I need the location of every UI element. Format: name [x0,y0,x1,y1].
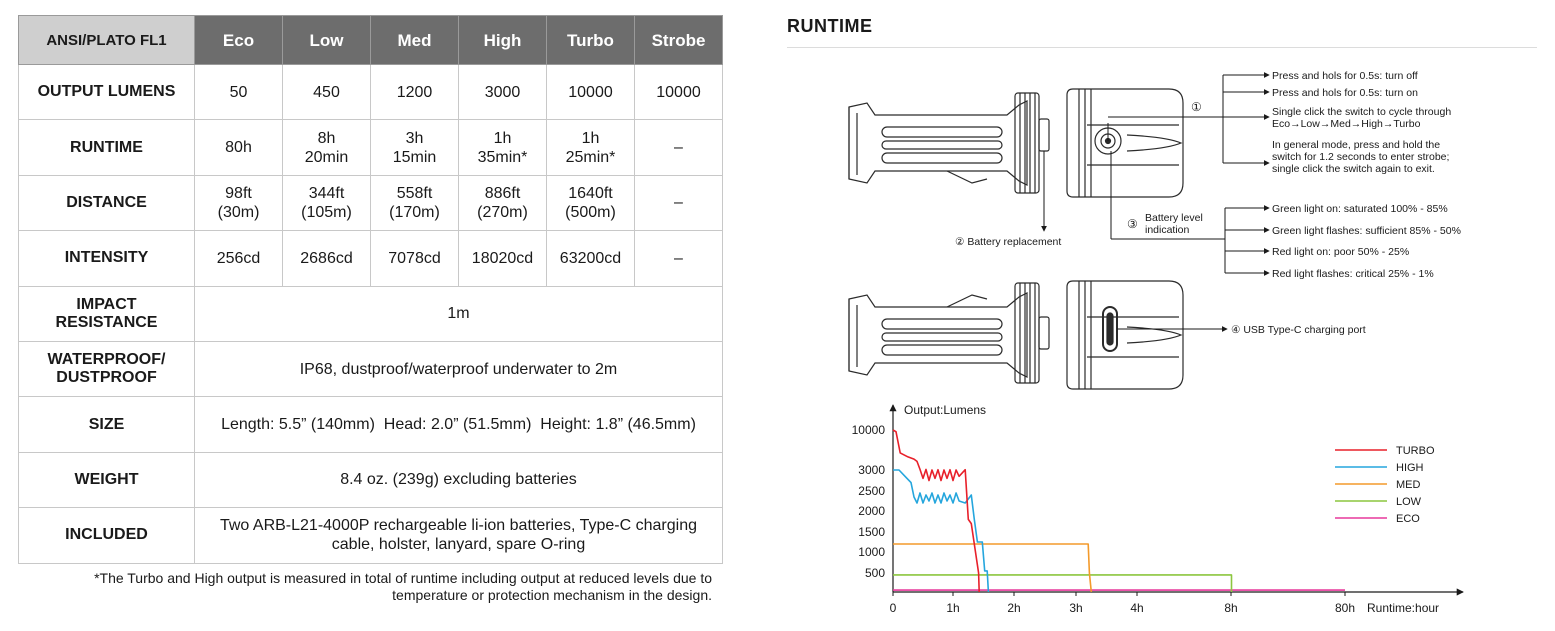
y-tick-label: 1000 [858,545,885,559]
x-tick-label: 3h [1069,601,1083,615]
x-tick-label: 80h [1334,601,1356,615]
output-lumens-low: 450 [283,65,371,120]
mode-header-med: Med [371,16,459,65]
table-row-distance [19,175,723,230]
chart-y-label: Output:Lumens [904,403,987,417]
output-lumens-turbo: 10000 [547,65,635,120]
y-tick-label: 1500 [858,525,885,539]
battery-replacement-callout [955,151,1061,248]
y-tick-label: 500 [864,566,885,580]
output-lumens-strobe: 10000 [635,65,723,120]
y-tick-label: 3000 [858,463,885,477]
switch-line-strobe-2: switch for 1.2 seconds to enter strobe; [1272,151,1450,163]
series-line-high [893,470,988,592]
table-row-size [19,397,723,452]
legend-label-eco: ECO [1396,513,1420,525]
y-tick-label: 2500 [858,484,885,498]
battery-level-green-flash: Green light flashes: sufficient 85% - 50% [1272,225,1461,237]
x-tick-label: 1h [946,601,960,615]
runtime-chart [852,403,1463,615]
waterproof-value: IP68, dustproof/waterproof underwater to 2m [195,341,723,396]
table-row-waterproof [19,341,723,396]
row-label-included: INCLUDED [19,508,195,563]
x-tick-label: 2h [1007,601,1021,615]
chart-series [893,430,1345,592]
x-tick-label: 0 [889,601,897,615]
row-label-distance: DISTANCE [19,175,195,230]
output-lumens-high: 3000 [459,65,547,120]
series-line-med [893,544,1091,592]
weight-value: 8.4 oz. (239g) excluding batteries [195,452,723,507]
mode-header-turbo: Turbo [547,16,635,65]
legend-label-med: MED [1396,479,1421,491]
y-tick-label: 2000 [858,504,885,518]
row-label-output-lumens: OUTPUT LUMENS [19,65,195,120]
mode-header-strobe: Strobe [635,16,723,65]
runtime-high: 1h 35min* [459,120,547,175]
table-corner-label: ANSI/PLATO FL1 [19,16,195,65]
switch-line-turn-off: Press and hols for 0.5s: turn off [1272,70,1418,82]
runtime-heading: RUNTIME [787,16,873,36]
switch-marker: ① [1191,100,1202,114]
table-row-weight [19,452,723,507]
runtime-eco: 80h [195,120,283,175]
intensity-eco: 256cd [195,231,283,286]
switch-callout [1108,70,1451,175]
intensity-med: 7078cd [371,231,459,286]
distance-eco: 98ft (30m) [195,175,283,230]
table-row-impact [19,286,723,341]
mode-header-eco: Eco [195,16,283,65]
heading-divider [787,47,1537,48]
intensity-low: 2686cd [283,231,371,286]
runtime-low: 8h 20min [283,120,371,175]
x-tick-label: 8h [1224,601,1238,615]
table-row-runtime [19,120,723,175]
row-label-intensity: INTENSITY [19,231,195,286]
usb-port-callout [1117,324,1366,336]
row-label-runtime: RUNTIME [19,120,195,175]
runtime-strobe: – [635,120,723,175]
table-row-included [19,508,723,563]
series-line-turbo [893,430,979,592]
battery-level-green-on: Green light on: saturated 100% - 85% [1272,203,1448,215]
distance-high: 886ft (270m) [459,175,547,230]
battery-level-marker: ③ [1127,217,1138,231]
intensity-turbo: 63200cd [547,231,635,286]
intensity-high: 18020cd [459,231,547,286]
x-tick-label: 4h [1130,601,1144,615]
legend-label-low: LOW [1396,496,1422,508]
usb-port-label: ④ USB Type-C charging port [1231,324,1366,336]
output-lumens-med: 1200 [371,65,459,120]
flashlight-top-illustration [849,89,1183,197]
switch-line-cycle: Single click the switch to cycle through [1272,106,1452,118]
row-label-weight: WEIGHT [19,452,195,507]
included-value: Two ARB-L21-4000P rechargeable li-ion batteries, Type-C charging cable, holster, lanyard, spare O-ring [195,508,723,563]
switch-line-strobe-3: single click the switch again to exit. [1272,163,1435,175]
battery-level-red-on: Red light on: poor 50% - 25% [1272,246,1410,258]
battery-level-title-1: Battery level [1145,212,1203,224]
distance-low: 344ft (105m) [283,175,371,230]
flashlight-bottom-illustration [849,281,1183,389]
runtime-med: 3h 15min [371,120,459,175]
battery-replacement-label: ② Battery replacement [955,236,1062,248]
impact-value: 1m [195,286,723,341]
spec-table [18,15,723,564]
switch-line-strobe-1: In general mode, press and hold the [1272,139,1441,151]
battery-level-red-flash: Red light flashes: critical 25% - 1% [1272,268,1434,280]
switch-line-turn-on: Press and hols for 0.5s: turn on [1272,87,1418,99]
table-footnote: *The Turbo and High output is measured in total of runtime including output at reduced levels due to temperature or protection mechanism in the design. [94,570,712,603]
distance-turbo: 1640ft (500m) [547,175,635,230]
table-header-row [19,16,723,65]
chart-x-label: Runtime:hour [1367,601,1440,615]
output-lumens-eco: 50 [195,65,283,120]
runtime-turbo: 1h 25min* [547,120,635,175]
row-label-impact: IMPACT RESISTANCE [19,286,195,341]
size-value: Length: 5.5” (140mm) Head: 2.0” (51.5mm) Height: 1.8” (46.5mm) [195,397,723,452]
runtime-diagram [787,55,1547,625]
distance-med: 558ft (170m) [371,175,459,230]
row-label-size: SIZE [19,397,195,452]
battery-level-title-2: indication [1145,224,1190,236]
row-label-waterproof: WATERPROOF/ DUSTPROOF [19,341,195,396]
mode-header-high: High [459,16,547,65]
switch-line-cycle-modes: Eco→Low→Med→High→Turbo [1272,118,1421,130]
table-row-output-lumens [19,65,723,120]
y-tick-label: 10000 [851,423,885,437]
intensity-strobe: – [635,231,723,286]
mode-header-low: Low [283,16,371,65]
legend-label-high: HIGH [1396,462,1424,474]
distance-strobe: – [635,175,723,230]
legend-label-turbo: TURBO [1396,445,1435,457]
table-row-intensity [19,231,723,286]
chart-legend [1335,445,1435,525]
chart-y-ticks [852,423,886,580]
chart-x-ticks [890,592,1355,615]
